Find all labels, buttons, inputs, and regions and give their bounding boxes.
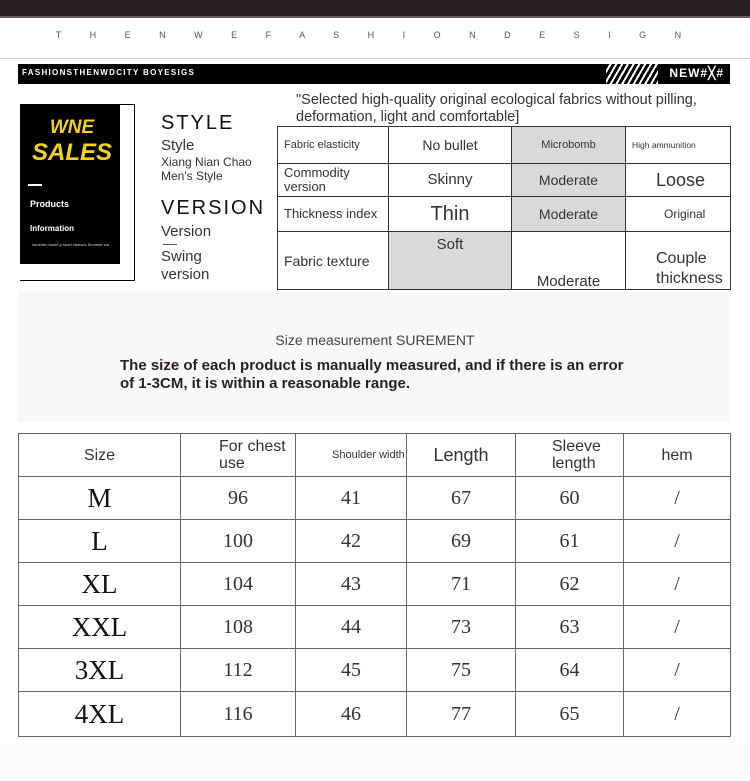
- chest-cell: 116: [181, 692, 296, 737]
- header-shoulder: Shoulder width: [296, 434, 407, 477]
- logo-line1: WNE: [49, 117, 95, 138]
- sleeve-cell: 63: [516, 606, 624, 649]
- box-dash: [28, 184, 42, 186]
- feature-row: [278, 127, 731, 164]
- feature-cell: Original: [626, 197, 731, 232]
- shoulder-cell: 42: [296, 520, 407, 563]
- length-cell: 75: [407, 649, 516, 692]
- hem-cell: /: [624, 520, 731, 563]
- size-title: Size measurement SUREMENT: [275, 332, 475, 348]
- size-row: [19, 606, 731, 649]
- style-label: STYLE: [161, 112, 235, 134]
- size-cell: XL: [19, 563, 181, 606]
- size-row: [19, 563, 731, 606]
- hem-cell: /: [624, 606, 731, 649]
- header-length: Length: [407, 434, 516, 477]
- size-table: [18, 433, 731, 737]
- feature-cell: Moderate: [512, 232, 626, 290]
- length-cell: 67: [407, 477, 516, 520]
- chest-cell: 108: [181, 606, 296, 649]
- shoulder-cell: 44: [296, 606, 407, 649]
- feature-row: [278, 232, 731, 290]
- sleeve-cell: 61: [516, 520, 624, 563]
- shoulder-cell: 43: [296, 563, 407, 606]
- measure-note: The size of each product is manually measured, and if there is an error of 1-3CM, it is within a reasonable range.: [120, 357, 624, 392]
- size-cell: M: [19, 477, 181, 520]
- sleeve-cell: 62: [516, 563, 624, 606]
- product-box-graphic: [20, 104, 135, 281]
- feature-cell: Fabric texture: [278, 232, 389, 290]
- chest-cell: 100: [181, 520, 296, 563]
- shoulder-cell: 41: [296, 477, 407, 520]
- header-size: Size: [19, 434, 181, 477]
- chest-cell: 96: [181, 477, 296, 520]
- size-row: [19, 520, 731, 563]
- size-cell: 4XL: [19, 692, 181, 737]
- feature-cell: Couple thickness: [626, 232, 731, 290]
- size-header-row: [19, 434, 731, 477]
- header-chest: For chest use: [181, 434, 296, 477]
- feature-cell: Loose: [626, 164, 731, 197]
- hem-cell: /: [624, 477, 731, 520]
- box-products: Products: [30, 199, 70, 209]
- chest-cell: 104: [181, 563, 296, 606]
- top-accent-line: [0, 16, 750, 18]
- feature-row: [278, 197, 731, 232]
- feature-cell: Fabric elasticity: [278, 127, 389, 164]
- shoulder-cell: 45: [296, 649, 407, 692]
- logo-line2: SALES: [32, 139, 113, 166]
- feature-cell: Commodity version: [278, 164, 389, 197]
- feature-cell: Thickness index: [278, 197, 389, 232]
- version-label: VERSION: [161, 197, 266, 219]
- feature-cell: Soft: [389, 232, 512, 290]
- bar-left-text: FASHIONSTHENWDCITY BOYESIGS: [22, 68, 196, 77]
- hem-cell: /: [624, 692, 731, 737]
- feature-cell: Moderate: [512, 197, 626, 232]
- size-cell: L: [19, 520, 181, 563]
- bottom-band: [0, 745, 750, 781]
- feature-table: [277, 126, 731, 290]
- length-cell: 73: [407, 606, 516, 649]
- length-cell: 69: [407, 520, 516, 563]
- box-side: [120, 104, 135, 281]
- brand-line: T H E N W E F A S H I O N D E S I G N: [55, 30, 695, 40]
- shoulder-cell: 46: [296, 692, 407, 737]
- divider: [0, 58, 750, 59]
- feature-cell: High ammunition: [626, 127, 731, 164]
- chest-cell: 112: [181, 649, 296, 692]
- box-information: Information: [30, 224, 74, 233]
- size-cell: XXL: [19, 606, 181, 649]
- feature-cell: Moderate: [512, 164, 626, 197]
- feature-row: [278, 164, 731, 197]
- length-cell: 71: [407, 563, 516, 606]
- style-desc-2: Men's Style: [161, 169, 223, 183]
- length-cell: 77: [407, 692, 516, 737]
- box-small-text: summer model p short sleeves Summer wa: [32, 242, 109, 247]
- version-sub: Version: [161, 223, 212, 240]
- fabric-quote: "Selected high-quality original ecological fabrics without pilling, deformation, light and comfortable]: [296, 92, 697, 125]
- style-sub: Style: [161, 137, 195, 154]
- top-dark-bar: [0, 0, 750, 16]
- size-row: [19, 477, 731, 520]
- feature-cell: Microbomb: [512, 127, 626, 164]
- version-dash: [163, 244, 177, 245]
- header-hem: hem: [624, 434, 731, 477]
- style-desc-1: Xiang Nian Chao: [161, 155, 252, 169]
- swing-label-1: Swing: [161, 248, 202, 265]
- box-front: [20, 104, 120, 264]
- feature-cell: Thin: [389, 197, 512, 232]
- feature-cell: Skinny: [389, 164, 512, 197]
- sleeve-cell: 65: [516, 692, 624, 737]
- sleeve-cell: 60: [516, 477, 624, 520]
- swing-label-2: version: [161, 266, 210, 283]
- logo: [32, 118, 112, 165]
- box-bottom: [20, 264, 134, 281]
- size-cell: 3XL: [19, 649, 181, 692]
- size-row: [19, 692, 731, 737]
- header-black-bar: [18, 64, 730, 84]
- header-sleeve: Sleeve length: [516, 434, 624, 477]
- stripe-decoration-icon: [606, 64, 658, 84]
- hem-cell: /: [624, 563, 731, 606]
- bar-right-text: NEW#╳#: [669, 66, 724, 80]
- sleeve-cell: 64: [516, 649, 624, 692]
- feature-cell: No bullet: [389, 127, 512, 164]
- size-row: [19, 649, 731, 692]
- hem-cell: /: [624, 649, 731, 692]
